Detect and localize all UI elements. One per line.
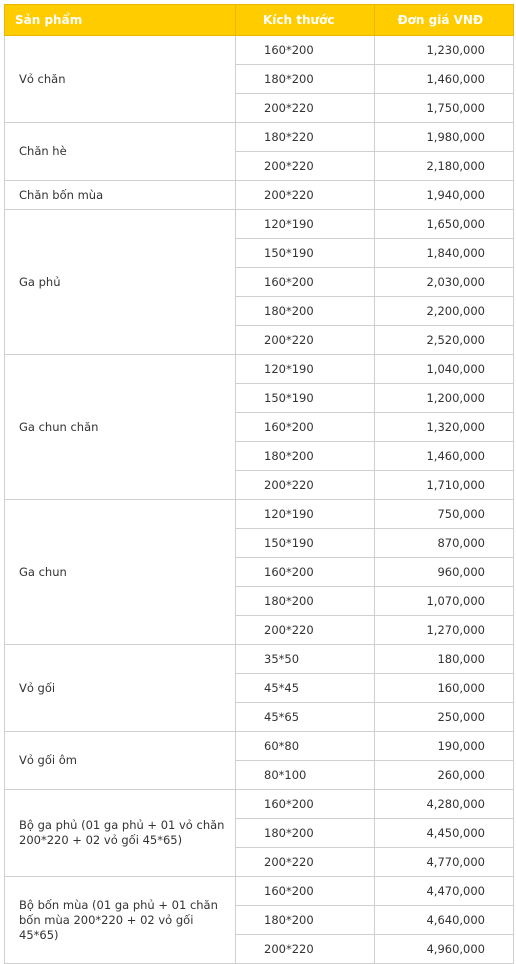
size-cell: 60*80 [236,732,375,761]
product-name: Bộ bốn mùa (01 ga phủ + 01 chăn bốn mùa 200*220 + 02 vỏ gối 45*65) [5,877,236,964]
price-cell: 260,000 [375,761,514,790]
table-row [5,210,514,239]
size-cell: 150*190 [236,529,375,558]
size-cell: 200*220 [236,848,375,877]
price-cell: 4,280,000 [375,790,514,819]
price-cell: 4,470,000 [375,877,514,906]
size-cell: 180*200 [236,297,375,326]
price-cell: 1,750,000 [375,94,514,123]
product-name: Chăn bốn mùa [5,181,236,210]
price-cell: 180,000 [375,645,514,674]
price-cell: 870,000 [375,529,514,558]
product-name: Ga chun [5,500,236,645]
price-cell: 4,770,000 [375,848,514,877]
header-price: Đơn giá VNĐ [375,5,514,36]
size-cell: 120*190 [236,500,375,529]
size-cell: 180*200 [236,587,375,616]
price-cell: 160,000 [375,674,514,703]
size-cell: 160*200 [236,36,375,65]
product-name: Vỏ gối ôm [5,732,236,790]
header-product: Sản phẩm [5,5,236,36]
size-cell: 80*100 [236,761,375,790]
table-body [5,36,514,964]
price-cell: 1,460,000 [375,442,514,471]
table-row [5,645,514,674]
price-cell: 2,520,000 [375,326,514,355]
price-cell: 2,200,000 [375,297,514,326]
table-row [5,355,514,384]
table-row [5,500,514,529]
product-name: Chăn hè [5,123,236,181]
size-cell: 200*220 [236,935,375,964]
size-cell: 200*220 [236,471,375,500]
price-cell: 1,070,000 [375,587,514,616]
table-header [5,5,514,36]
price-cell: 1,940,000 [375,181,514,210]
size-cell: 180*200 [236,819,375,848]
size-cell: 120*190 [236,355,375,384]
size-cell: 160*200 [236,790,375,819]
price-cell: 1,710,000 [375,471,514,500]
price-cell: 4,640,000 [375,906,514,935]
size-cell: 160*200 [236,558,375,587]
size-cell: 160*200 [236,268,375,297]
size-cell: 180*220 [236,123,375,152]
product-name: Vỏ chăn [5,36,236,123]
price-cell: 1,270,000 [375,616,514,645]
price-cell: 1,200,000 [375,384,514,413]
size-cell: 160*200 [236,877,375,906]
product-name: Ga phủ [5,210,236,355]
price-cell: 1,460,000 [375,65,514,94]
price-table [4,4,514,964]
header-size: Kích thước [236,5,375,36]
header-row [5,5,514,36]
size-cell: 45*45 [236,674,375,703]
product-name: Ga chun chăn [5,355,236,500]
price-cell: 1,840,000 [375,239,514,268]
size-cell: 150*190 [236,239,375,268]
table-row [5,877,514,906]
price-cell: 4,450,000 [375,819,514,848]
price-cell: 4,960,000 [375,935,514,964]
table-row [5,123,514,152]
product-name: Vỏ gối [5,645,236,732]
size-cell: 45*65 [236,703,375,732]
price-cell: 2,180,000 [375,152,514,181]
price-cell: 190,000 [375,732,514,761]
price-cell: 1,650,000 [375,210,514,239]
price-cell: 750,000 [375,500,514,529]
size-cell: 35*50 [236,645,375,674]
size-cell: 160*200 [236,413,375,442]
size-cell: 120*190 [236,210,375,239]
size-cell: 200*220 [236,326,375,355]
size-cell: 180*200 [236,906,375,935]
price-cell: 250,000 [375,703,514,732]
size-cell: 200*220 [236,94,375,123]
price-cell: 2,030,000 [375,268,514,297]
size-cell: 150*190 [236,384,375,413]
size-cell: 200*220 [236,181,375,210]
table-row [5,790,514,819]
size-cell: 180*200 [236,65,375,94]
size-cell: 180*200 [236,442,375,471]
price-cell: 1,980,000 [375,123,514,152]
table-row [5,732,514,761]
price-cell: 960,000 [375,558,514,587]
price-cell: 1,230,000 [375,36,514,65]
size-cell: 200*220 [236,616,375,645]
table-row [5,36,514,65]
size-cell: 200*220 [236,152,375,181]
price-cell: 1,040,000 [375,355,514,384]
price-cell: 1,320,000 [375,413,514,442]
product-name: Bộ ga phủ (01 ga phủ + 01 vỏ chăn 200*220 + 02 vỏ gối 45*65) [5,790,236,877]
table-row [5,181,514,210]
